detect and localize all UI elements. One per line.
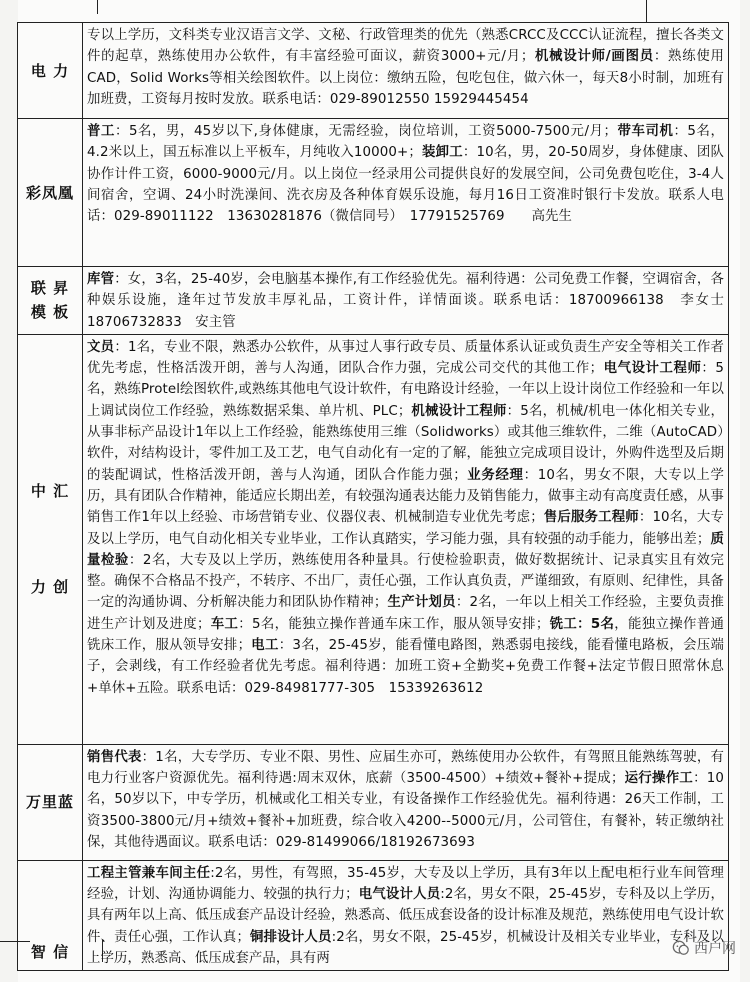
job-title: 文员 [87,339,115,355]
job-title: 生产计划员 [387,595,456,611]
job-title: 电工 [251,638,279,654]
job-description: ：10名，男女不限，大专以上学历，具有团队合作精神，能适应长期出差，有较强沟通表达能力及销售能力，做事主动有高度责任感，从事销售工作1年以上经验、市场营销专业、仪器仪表、机械制造专业优先考虑； [87,467,724,526]
watermark [672,938,736,958]
job-title: 普工 [87,124,115,139]
company-name: 万里蓝 [18,744,83,860]
table-row [18,267,729,335]
crop-mark-top [97,0,98,14]
job-description: ：10名，男，20-50周岁，身体健康、团队协作计件工资，6000-9000元/月。以上岗位一经录用公司提供良好的发展空间，公司免费包吃住，3-4人间宿舍，空调、24小时洗澡间、洗衣房及各种体育娱乐设施，每月16日工资准时银行卡发放。联系人电话：029-89011122 13630281876（微信同号） 17791525769 高先生 [87,145,724,225]
job-description: ：熟练使用CAD，Solid Works等相关绘图软件。以上岗位：缴纳五险，包吃包住，做六休一，每天8小时制，加班有加班费，工资每月按时发放。联系电话：029-89012550 15929445454 [87,49,725,107]
company-name: 彩凤凰 [18,119,83,267]
job-details [83,23,729,119]
job-title: 业务经理 [466,467,524,483]
crop-mark-top-right [646,0,647,22]
table-row [18,334,729,744]
job-description: ：2名，一年以上相关工作经验，主要负责推进生产计划及进度； [87,595,725,632]
table-row [18,119,729,267]
table-row [18,744,729,860]
job-title: 带车司机 [617,124,674,139]
company-name: 电 力 [18,23,83,119]
job-details [83,267,738,335]
job-title: 销售代表 [87,749,142,765]
job-title: 电气设计人员 [358,887,441,903]
job-title: 工程主管兼车间主任 [87,865,211,881]
job-description: ：5名，熟练Protel绘图软件,或熟练其他电气设计软件，有电路设计经验，一年以上设计岗位工作经验和一年以上调试岗位工作经验，熟练数据采集、单片机、PLC； [87,361,724,419]
table-row [18,860,729,970]
job-title: 售后服务工程师 [543,510,639,526]
job-description: ：10名，50岁以下，中专学历，机械或化工相关专业，有设备操作工作经验优先。福利待遇：26天工作制，工资3500-3800元/月+绩效+餐补+加班费，综合收入4200--5000元/月，公司管住，有餐补，转正缴纳社保，其他待遇面议。联系电话：029-81499066/18192673693 [87,771,725,851]
table-row [18,23,729,119]
job-details [83,744,729,860]
watermark-text: 西户网 [694,941,736,957]
job-title: 机械设计工程师 [411,403,507,419]
job-description: :2名，男女不限，25-45岁，机械设计及相关专业毕业，专科及以上学历，熟悉高、低压成套产品，具有两 [87,929,724,967]
job-description: ：2名，大专及以上学历，熟练使用各种量具。行使检验职责，做好数据统计、记录真实且有效完整。确保不合格品不投产，不转序、不出厂，责任心强，工作认真负责，严谨细致，有原则、纪律性，具备一定的沟通协调、分析解决能力和团队协作精神； [87,552,724,611]
job-description: ：10名，大专及以上学历，电气自动化相关专业毕业，工作认真踏实，学习能力强，具有较强的动手能力，能够出差； [87,510,724,547]
job-details [83,860,729,970]
job-description: ：女，3名，25-40岁，会电脑基本操作,有工作经验优先。福利待遇：公司免费工作餐，空调宿舍，各种娱乐设施，逢年过节发放丰厚礼品，工资计件，详情面谈。联系电话：18700966138 李女士 18706732833 安主管 [87,272,738,330]
job-title: 运行操作工 [624,771,694,787]
job-title: 电气设计工程师 [603,361,702,377]
company-name: 智 信 [18,860,83,970]
job-description: 专以上学历，文科类专业汉语言文学、文秘、行政管理类的优先（熟悉CRCC及CCC认证流程，擅长各类文件的起草，熟练使用办公软件，有丰富经验可面议，薪资3000+元/月； [87,28,724,65]
job-description: :2名，男性，有驾照，35-45岁，大专及以上学历，具有3年以上配电柜行业车间管理经验，计划、沟通协调能力、较强的执行力； [87,865,725,903]
job-description: ，能独立操作普通铣床工作，服从领导安排； [87,616,724,654]
job-description: ：5名，男，45岁以下,身体健康，无需经验，岗位培训，工资5000-7500元/月； [114,124,618,139]
job-title: 库管 [87,272,115,287]
job-details [83,119,729,267]
job-description: ：1名，大专学历、专业不限、男性、应届生亦可，熟练使用办公软件，有驾照且能熟练驾驶，有电力行业客户资源优先。福利待遇:周末双休，底薪（3500-4500）+绩效+餐补+提成； [87,749,724,787]
job-title: 车工 [210,616,239,632]
job-title: 铜排设计人员 [249,929,332,945]
company-name: 中 汇 力 创 [18,334,83,744]
job-description: ：5名，机械/机电一体化相关专业，从事非标产品设计1年以上工作经验，能熟练使用三维（Solidworks）或其他三维软件，二维（AutoCAD）软件，对结构设计，零件加工及工艺，电气自动化有一定的了解，能独立完成项目设计，外购件选型及后期的装配调试，性格活泼开朗，善与人沟通，团队合作能力强； [87,403,725,483]
job-description: ：5名，能独立操作普通车床工作，服从领导安排； [238,616,550,632]
job-title: 装卸工 [421,145,463,161]
job-description: ：5名，4.2米以上，国五标准以上平板车，月纯收入10000+； [87,124,725,161]
job-listing-table [17,22,738,971]
wechat-icon [672,939,690,957]
job-description: :2名，男女不限，25-45岁，专科及以上学历，具有两年以上高、低压成套产品设计经验，熟悉高、低压成套设备的设计标准及规范，熟练使用电气设计软件、责任心强，工作认真； [87,887,725,945]
company-name: 联 昇 模 板 [18,267,83,335]
job-description: ：1名，专业不限，熟悉办公软件，从事过人事行政专员、质量体系认证或负责生产安全等相关工作者优先考虑，性格活泼开朗，善与人沟通，团队合作力强，完成公司交代的其他工作； [87,339,724,377]
job-title: 铣工：5名 [549,616,615,632]
job-title: 质量检验 [87,531,724,568]
job-details [83,334,729,744]
job-description: ：3名，25-45岁，能看懂电路图，熟悉弱电接线，能看懂电路板，会压端子，会剥线，有工作经验者优先考虑。福利待遇：加班工资+全勤奖+免费工作餐+法定节假日照常休息+单休+五险。联系电话：029-84981777-305 15339263612 [87,638,724,696]
job-title: 机械设计师/画图员 [534,49,654,65]
